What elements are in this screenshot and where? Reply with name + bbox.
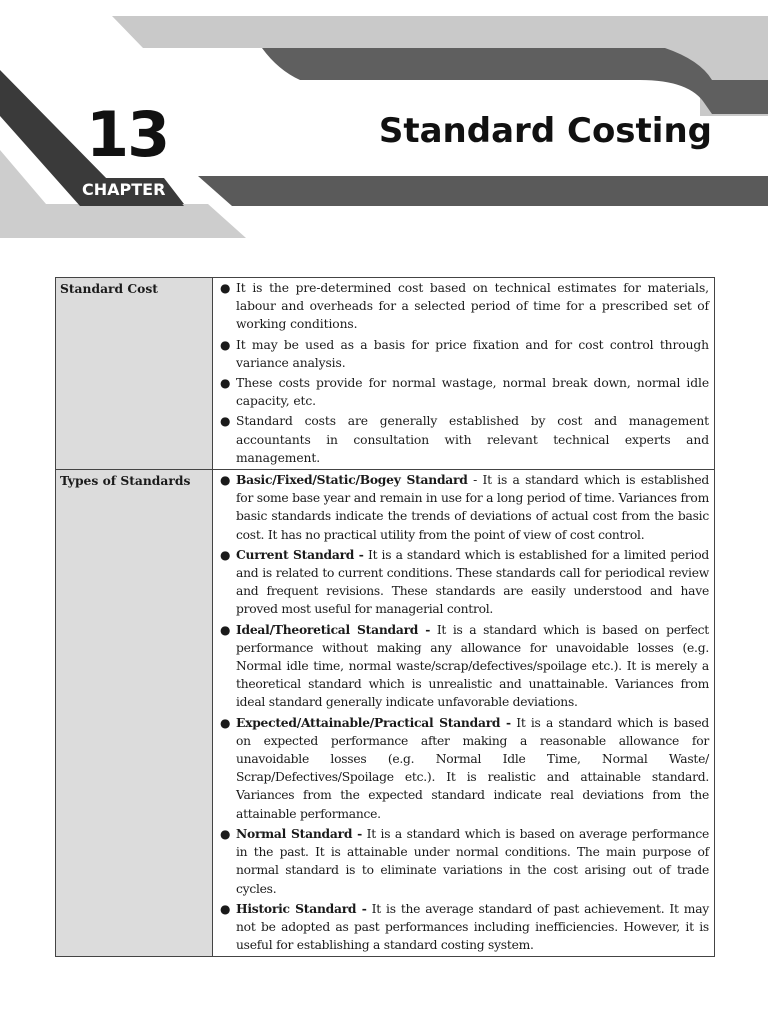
row-label: Standard Cost [56,278,213,470]
item-text: It is a standard which is based on average performance in the past. It is attainable under normal conditions. The main purpose of normal standard is to eliminate variations in the cost arising out of trade cycles. [236,826,709,896]
list-item [217,546,709,619]
bullet-icon: ● [220,826,231,841]
bullet-icon: ● [220,337,231,352]
item-text: It is a standard which is based on expected performance after making a reasonable allowance for unavoidable losses (e.g. Normal Idle Time, Normal Waste/ Scrap/Defectives/Spoilage etc.). It is realistic and attainable standard. Variances from the expected standard indicate real deviations from the attainable performance. [236,715,709,821]
list-item [217,714,709,823]
list-item [217,621,709,712]
item-text: Standard costs are generally established by cost and management accountants in consultation with relevant technical experts and management. [236,414,709,465]
item-term: Normal Standard - [236,825,363,841]
item-text: - It is a standard which is established for some base year and remain in use for a long period of time. Variances from basic standards indicate the trends of deviations of actual cost from the basic cost. It has no practical utility from the point of view of cost control. [236,473,709,542]
bullet-icon: ● [220,547,231,562]
list-item [217,471,709,544]
item-term: Current Standard - [236,546,364,562]
header-right-bar [198,176,768,206]
table-row [56,470,715,957]
bullet-icon: ● [220,414,231,429]
table-row [56,278,715,470]
item-term: Expected/Attainable/Practical Standard - [236,714,511,730]
item-term: Basic/Fixed/Static/Bogey Standard [236,472,468,488]
item-text: These costs provide for normal wastage, normal break down, normal idle capacity, etc. [236,376,709,409]
standard-costing-table [55,277,715,957]
row-label: Types of Standards [56,470,213,957]
item-term: Ideal/Theoretical Standard - [236,621,431,637]
list-item [217,336,709,372]
chapter-label: CHAPTER [82,180,166,199]
row-content [213,278,715,470]
list-item [217,900,709,955]
chapter-title: Standard Costing [378,111,712,151]
item-text: It is the pre-determined cost based on technical estimates for materials, labour and overheads for a selected period of time for a prescribed set of working conditions. [236,281,709,332]
bullet-list [217,471,709,954]
item-text: It is the average standard of past achievement. It may not be adopted as past performances including inefficiencies. However, it is useful for establishing a standard costing system. [236,901,709,953]
row-content [213,470,715,957]
bullet-icon: ● [220,715,231,730]
chapter-number: 13 [86,98,169,171]
list-item [217,279,709,334]
list-item [217,374,709,410]
bullet-icon: ● [220,622,231,637]
bullet-icon: ● [220,901,231,916]
list-item [217,412,709,467]
item-term: Historic Standard - [236,900,367,916]
item-text: It is a standard which is based on perfect performance without making any allowance for unavoidable losses (e.g. Normal idle time, normal waste/scrap/defectives/spoilage etc.). It is merely a theoretical standard which is unrealistic and unattainable. Variances from ideal standard generally indicate unfavorable deviations. [236,622,710,710]
bullet-icon: ● [220,473,231,488]
item-text: It may be used as a basis for price fixation and for cost control through variance analysis. [236,337,709,370]
bullet-icon: ● [220,281,231,295]
bullet-icon: ● [220,376,231,391]
item-text: It is a standard which is established for a limited period and is related to current conditions. These standards call for periodical review and frequent revisions. These standards are easily understood and have proved most useful for managerial control. [236,547,709,617]
bullet-list [217,279,709,467]
list-item [217,825,709,898]
